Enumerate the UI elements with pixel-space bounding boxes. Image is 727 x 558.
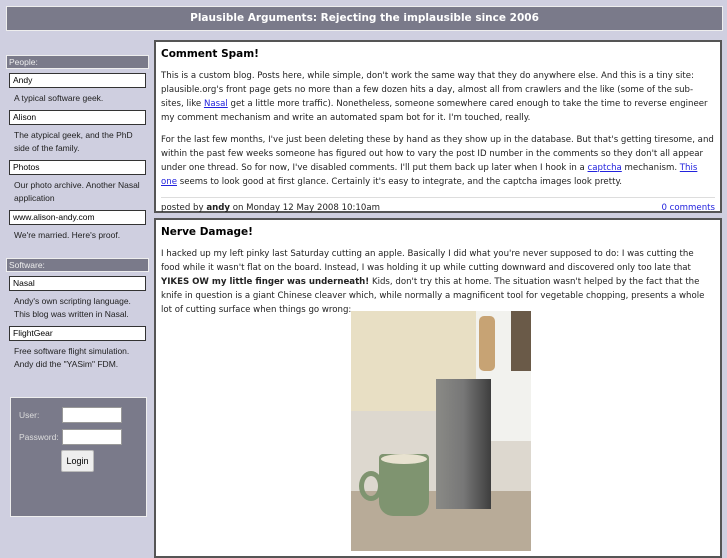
software-heading: Software: [6,258,149,272]
login-button[interactable]: Login [61,450,94,472]
password-label: Password: [19,432,59,442]
posted-by: posted by [161,203,207,213]
post-meta [161,203,380,213]
text: This is a custom blog. Posts here, while simple, don't work the same way that they do anywhere else. And this is a tiny site: plausible.org's front page gets no more than a few dozen hits a day, almost all from crawlers and the like (some of the sub-sites, like [161,71,694,109]
comments-link[interactable]: 0 comments [661,203,715,213]
post-paragraph [161,247,715,317]
text: get a little more traffic). Nonetheless, someone somewhere cared enough to take the time to reverse engineer my comment mechanism and write an automated spam bot for it. I'm touched, really. [161,99,708,123]
text: Kids, don't try this at home. The situation wasn't helped by the fact that the knife in question is a giant Chinese cleaver which, while normally a magnificent tool for vegetable chopping, presents a whole lot of cutting surface when things go wrong: [161,277,705,315]
link-andy[interactable]: Andy [9,73,146,88]
nasal-link[interactable]: Nasal [203,99,228,109]
bold-text: YIKES OW my little finger was underneath! [161,277,370,287]
cleaver-photo [351,311,531,551]
people-heading: People: [6,55,149,69]
link-desc: The atypical geek, and the PhD side of the family. [14,130,133,153]
site-header: Plausible Arguments: Rejecting the implausible since 2006 [6,6,723,31]
post-title: Comment Spam! [161,48,259,60]
user-input[interactable] [62,407,122,423]
link-photos[interactable]: Photos [9,160,146,175]
text: I hacked up my left pinky last Saturday cutting an apple. Basically I did what you're never supposed to do: I was cutting the food while it wasn't flat on the board. Instead, I was holding it up while cutting downward and discovered only too late that [161,249,694,273]
link-nasal[interactable]: Nasal [9,276,146,291]
link-alison-andy[interactable]: www.alison-andy.com [9,210,146,225]
link-desc: A typical software geek. [14,93,104,103]
sidebar [6,55,149,517]
post-comment-spam [154,40,722,213]
this-one-link[interactable]: This one [161,163,698,187]
post-footer [161,197,715,213]
link-flightgear[interactable]: FlightGear [9,326,146,341]
password-input[interactable] [62,429,122,445]
text: seems to look good at first glance. Certainly it's easy to integrate, and the captcha images look pretty. [177,177,623,187]
login-form [10,397,147,517]
text: mechanism. [621,163,680,173]
link-alison[interactable]: Alison [9,110,146,125]
link-desc: Our photo archive. Another Nasal application [14,180,140,203]
post-date: on Monday 12 May 2008 10:10am [229,203,380,213]
captcha-link[interactable]: captcha [587,163,622,173]
post-title: Nerve Damage! [161,226,253,238]
post-nerve-damage [154,218,722,558]
user-label: User: [19,410,40,420]
link-desc: Andy's own scripting language. This blog was written in Nasal. [14,296,131,319]
author: andy [206,203,230,213]
link-desc: Free software flight simulation. Andy did the "YASim" FDM. [14,346,130,369]
post-paragraph [161,69,715,125]
link-desc: We're married. Here's proof. [14,230,121,240]
post-paragraph [161,133,715,189]
text: For the last few months, I've just been deleting these by hand as they show up in the database. But that's getting tiresome, and within the past few weeks someone has figured out how to vary the post ID number in the comments so they don't all appear under one thread. So for now, I've disabled comments. I'll put them back up later when I hook in a [161,135,714,173]
